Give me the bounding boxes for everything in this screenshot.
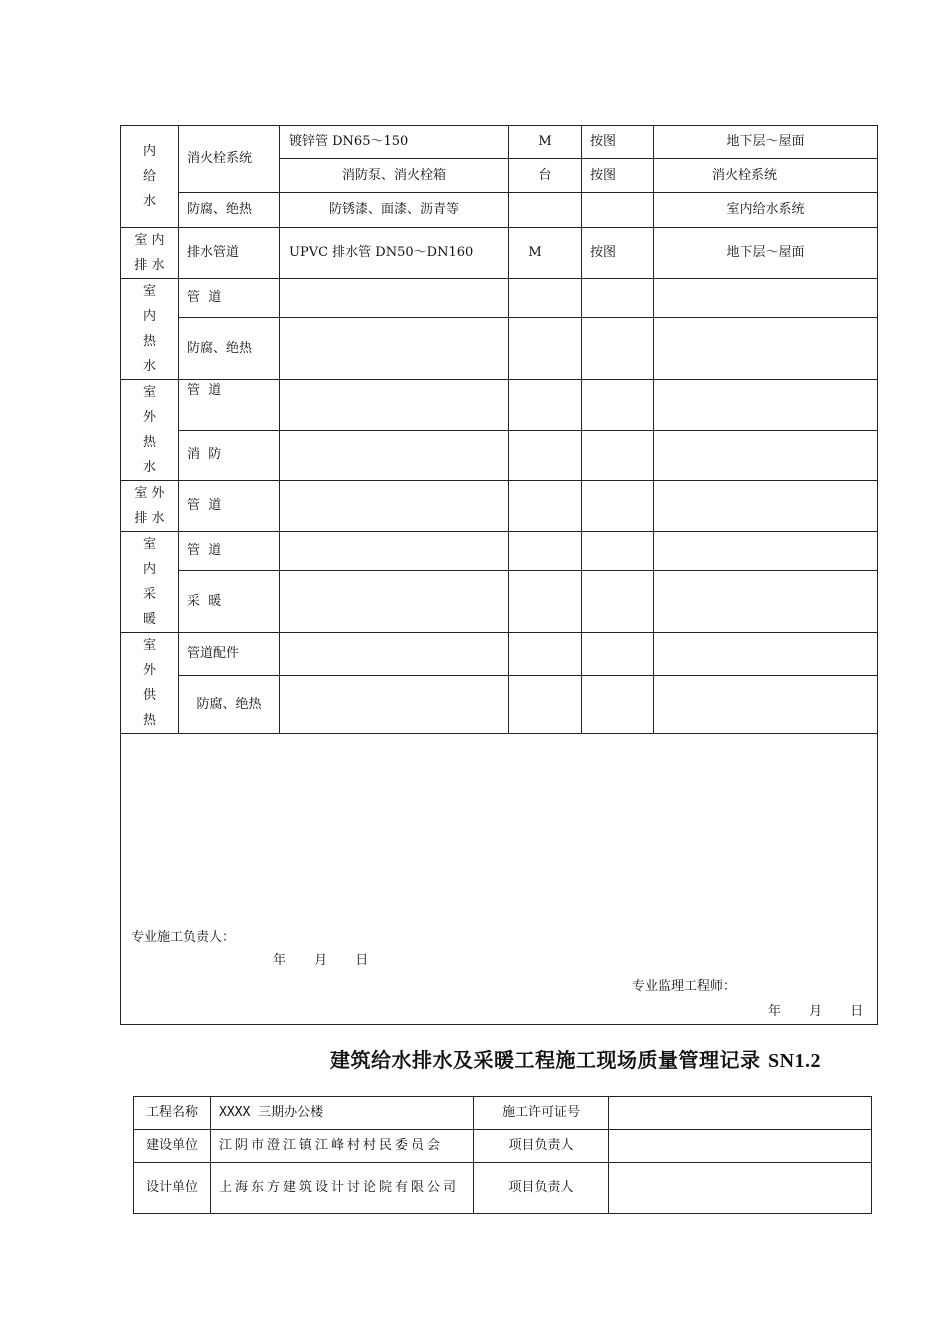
quantity-cell: 按图 bbox=[582, 159, 654, 193]
table-row bbox=[121, 676, 878, 734]
spec-cell: 镀锌管 DN65～150 bbox=[280, 126, 509, 159]
subcategory-cell: 消火栓系统 bbox=[179, 126, 280, 193]
table-row bbox=[121, 228, 878, 279]
design-lead-label: 项目负责人 bbox=[474, 1163, 609, 1214]
location-cell: 室内给水系统 bbox=[654, 193, 878, 228]
subcategory-cell: 排水管道 bbox=[179, 228, 280, 279]
subcategory-cell: 管 道 bbox=[179, 279, 280, 318]
design-lead-value bbox=[609, 1163, 872, 1214]
subcategory-cell: 消 防 bbox=[179, 430, 280, 481]
design-label: 设计单位 bbox=[134, 1163, 211, 1214]
spec-cell: 防锈漆、面漆、沥青等 bbox=[280, 193, 509, 228]
table-row bbox=[134, 1097, 872, 1130]
permit-value bbox=[609, 1097, 872, 1130]
category-cell: 室 内 排 水 bbox=[121, 228, 179, 279]
table-row bbox=[134, 1130, 872, 1163]
page-title bbox=[330, 1044, 821, 1073]
unit-cell bbox=[509, 193, 582, 228]
owner-value: 江阴市澄江镇江峰村村民委员会 bbox=[211, 1130, 474, 1163]
location-cell: 消火栓系统 bbox=[654, 159, 878, 193]
subcategory-cell: 采 暖 bbox=[179, 571, 280, 633]
spec-cell: UPVC 排水管 DN50～DN160 bbox=[280, 228, 509, 279]
table-row bbox=[121, 430, 878, 481]
subcategory-cell: 防腐、绝热 bbox=[179, 193, 280, 228]
unit-cell: M bbox=[509, 126, 582, 159]
table-row bbox=[121, 380, 878, 431]
category-cell: 室 内 热 水 bbox=[121, 279, 179, 380]
title-code: SN1.2 bbox=[767, 1050, 822, 1072]
category-cell: 内 给 水 bbox=[121, 126, 179, 228]
signature-cell bbox=[121, 734, 878, 1025]
project-info-table bbox=[133, 1096, 872, 1214]
category-cell: 室 外 热 水 bbox=[121, 380, 179, 481]
title-text: 建筑给水排水及采暖工程施工现场质量管理记录 bbox=[330, 1048, 761, 1072]
subcategory-cell: 防腐、绝热 bbox=[179, 676, 280, 734]
subcategory-cell: 管 道 bbox=[179, 481, 280, 532]
unit-cell: 台 bbox=[509, 159, 582, 193]
table-row bbox=[121, 633, 878, 676]
contractor-date: 年 月 日 bbox=[273, 953, 369, 968]
quantity-cell bbox=[582, 193, 654, 228]
contractor-label: 专业施工负责人： bbox=[131, 930, 236, 945]
owner-lead-label: 项目负责人 bbox=[474, 1130, 609, 1163]
subcategory-cell: 管 道 bbox=[179, 532, 280, 571]
quantity-cell: 按图 bbox=[582, 228, 654, 279]
table-row bbox=[121, 126, 878, 159]
table-row bbox=[121, 193, 878, 228]
spec-cell: 消防泵、消火栓箱 bbox=[280, 159, 509, 193]
location-cell: 地下层～屋面 bbox=[654, 126, 878, 159]
location-cell: 地下层～屋面 bbox=[654, 228, 878, 279]
project-name-label: 工程名称 bbox=[134, 1097, 211, 1130]
table-row bbox=[121, 532, 878, 571]
category-cell: 室 外 供 热 bbox=[121, 633, 179, 734]
owner-lead-value bbox=[609, 1130, 872, 1163]
category-cell: 室 外 排 水 bbox=[121, 481, 179, 532]
supervisor-date: 年 月 日 bbox=[768, 1004, 864, 1019]
category-cell: 室 内 采 暖 bbox=[121, 532, 179, 633]
quantity-cell: 按图 bbox=[582, 126, 654, 159]
subcategory-cell: 管 道 bbox=[179, 380, 280, 431]
materials-table bbox=[120, 125, 878, 1025]
table-row bbox=[121, 571, 878, 633]
signature-row bbox=[121, 734, 878, 1025]
table-row bbox=[121, 279, 878, 318]
project-name-value: XXXX 三期办公楼 bbox=[211, 1097, 474, 1130]
subcategory-cell: 管道配件 bbox=[179, 633, 280, 676]
subcategory-cell: 防腐、绝热 bbox=[179, 318, 280, 380]
table-row bbox=[134, 1163, 872, 1214]
design-value: 上海东方建筑设计讨论院有限公司 bbox=[211, 1163, 474, 1214]
table-row bbox=[121, 318, 878, 380]
owner-label: 建设单位 bbox=[134, 1130, 211, 1163]
supervisor-label: 专业监理工程师： bbox=[632, 979, 737, 994]
permit-label: 施工许可证号 bbox=[474, 1097, 609, 1130]
unit-cell: M bbox=[509, 228, 582, 279]
table-row bbox=[121, 481, 878, 532]
